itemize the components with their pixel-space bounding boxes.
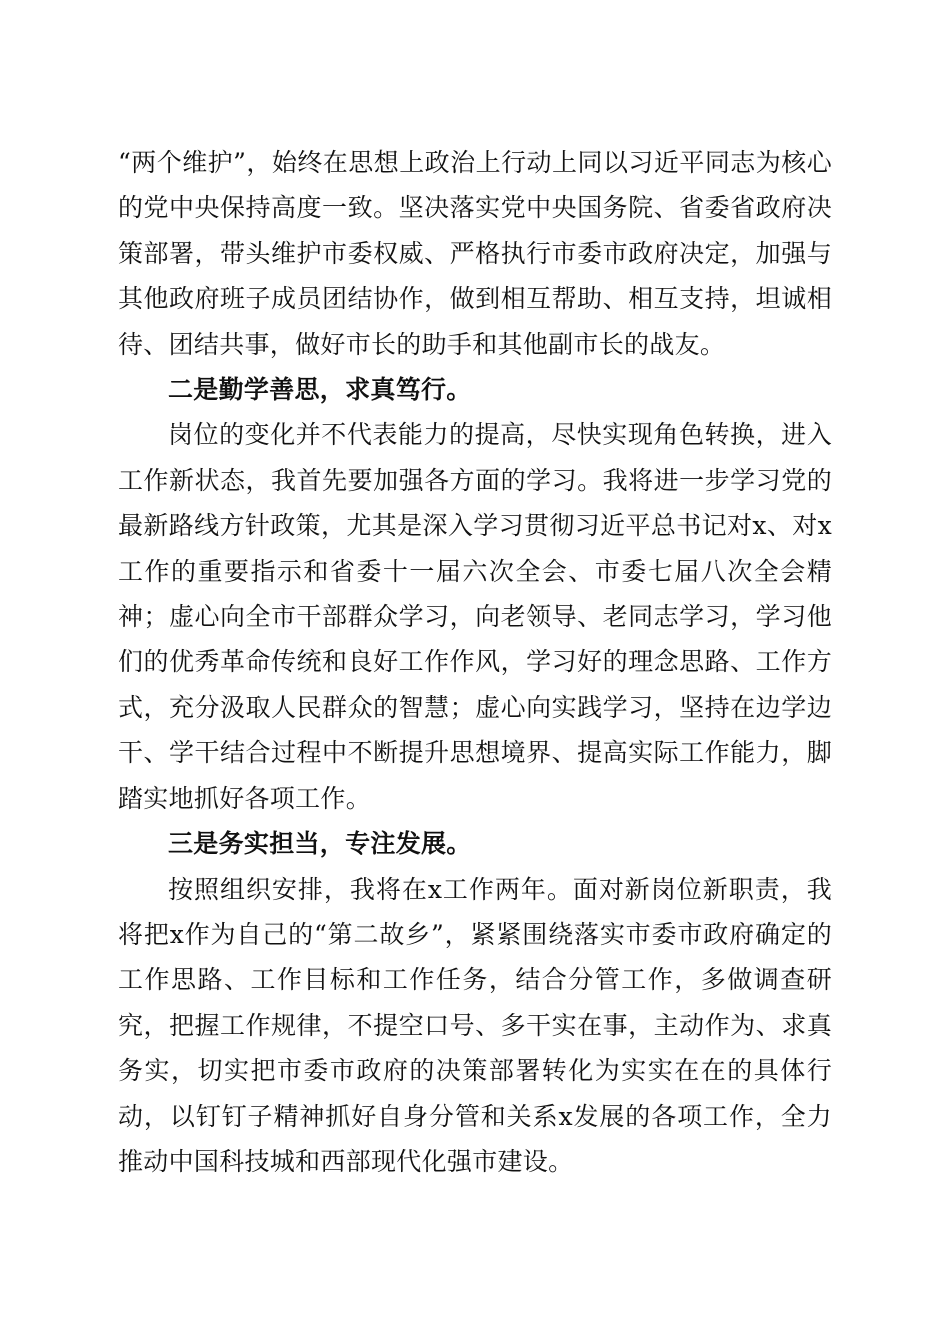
paragraph-study: 岗位的变化并不代表能力的提高，尽快实现角色转换，进入工作新状态，我首先要加强各方面的学习。我将进一步学习党的最新路线方针政策，尤其是深入学习贯彻习近平总书记对x、对x工作的重要指示和省委十一届六次全会、市委七届八次全会精神；虚心向全市干部群众学习，向老领导、老同志学习，学习他们的优秀革命传统和良好工作作风，学习好的理念思路、工作方式，充分汲取人民群众的智慧；虚心向实践学习，坚持在边学边干、学干结合过程中不断提升思想境界、提高实际工作能力，脚踏实地抓好各项工作。: [118, 420, 832, 813]
heading-study: 二是勤学善思，求真笃行。: [168, 375, 472, 405]
heading-development: 三是务实担当，专注发展。: [168, 829, 472, 859]
paragraph-loyalty: “两个维护”，始终在思想上政治上行动上同以习近平同志为核心的党中央保持高度一致。坚决落实党中央国务院、省委省政府决策部署，带头维护市委权威、严格执行市委市政府决定，加强与其他政府班子成员团结协作，做到相互帮助、相互支持，坦诚相待、团结共事，做好市长的助手和其他副市长的战友。: [118, 148, 832, 359]
paragraph-development: 按照组织安排，我将在x工作两年。面对新岗位新职责，我将把x作为自己的“第二故乡”，紧紧围绕落实市委市政府确定的工作思路、工作目标和工作任务，结合分管工作，多做调查研究，把握工作规律，不提空口号、多干实在事，主动作为、求真务实，切实把市委市政府的决策部署转化为实实在在的具体行动，以钉钉子精神抓好自身分管和关系x发展的各项工作，全力推动中国科技城和西部现代化强市建设。: [118, 874, 832, 1176]
document-page: [118, 140, 832, 1184]
